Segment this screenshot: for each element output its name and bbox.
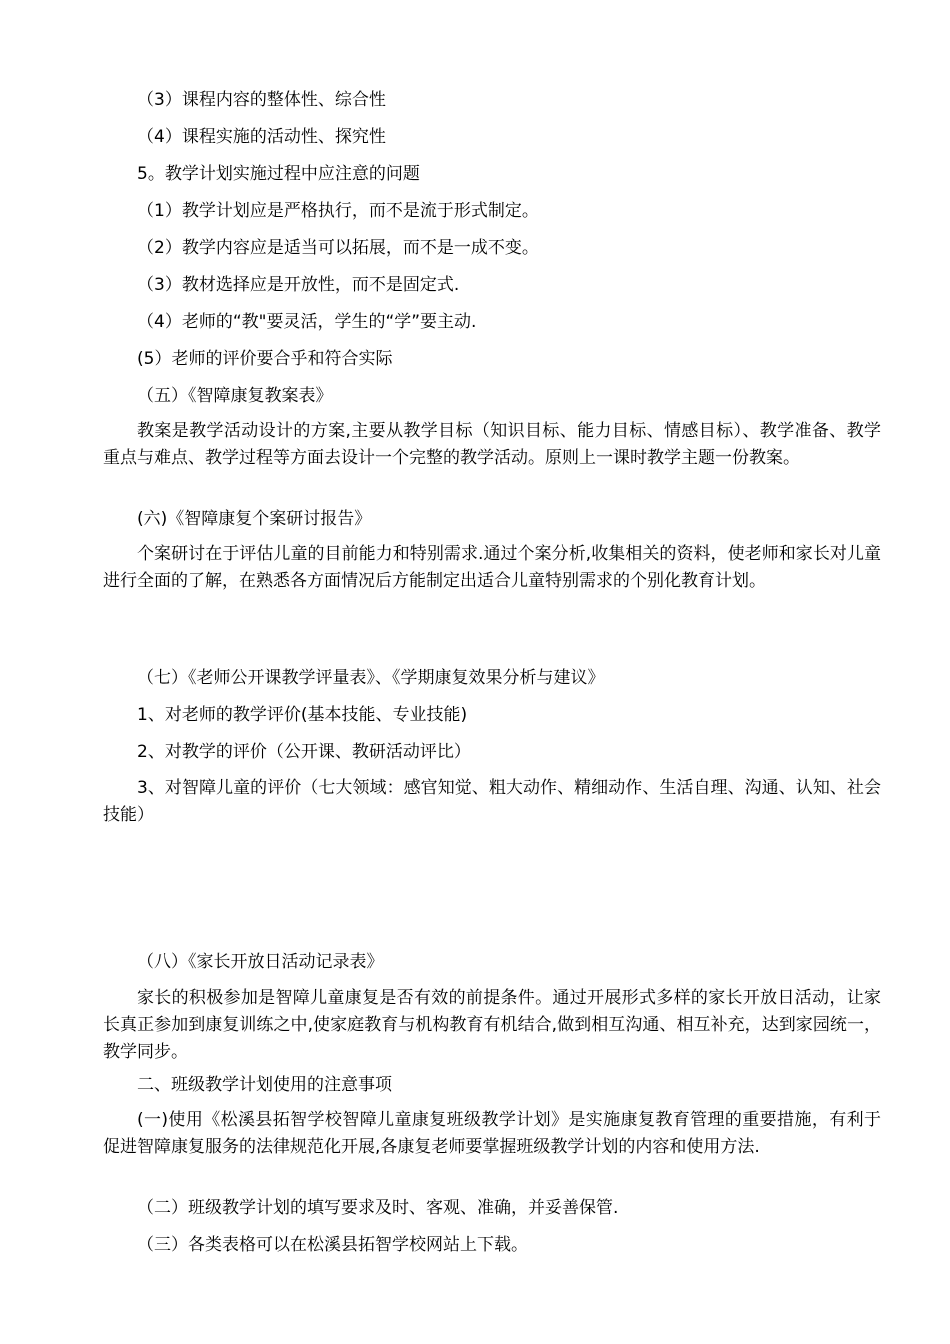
list-item: （3）课程内容的整体性、综合性 (137, 90, 386, 110)
section-heading: （五）《智障康复教案表》 (137, 386, 333, 406)
section-heading: （七）《老师公开课教学评量表》、《学期康复效果分析与建议》 (137, 668, 605, 688)
list-item: （二）班级教学计划的填写要求及时、客观、准确，并妥善保管. (137, 1198, 619, 1218)
list-item: （3）教材选择应是开放性，而不是固定式. (137, 275, 460, 295)
paragraph: 个案研讨在于评估儿童的目前能力和特别需求.通过个案分析,收集相关的资料，使老师和家长对儿童进行全面的了解，在熟悉各方面情况后方能制定出适合儿童特别需求的个别化教育计划。 (103, 544, 881, 591)
list-item: (5）老师的评价要合乎和符合实际 (137, 349, 393, 369)
section-heading: （八）《家长开放日活动记录表》 (137, 952, 384, 972)
paragraph: (一)使用《松溪县拓智学校智障儿童康复班级教学计划》是实施康复教育管理的重要措施，有利于促进智障康复服务的法律规范化开展,各康复老师要掌握班级教学计划的内容和使用方法. (103, 1110, 881, 1157)
list-item: （三）各类表格可以在松溪县拓智学校网站上下载。 (137, 1235, 528, 1255)
list-item: 3、对智障儿童的评价（七大领域：感官知觉、粗大动作、精细动作、生活自理、沟通、认知、社会技能） (103, 778, 881, 825)
list-item: 1、对老师的教学评价(基本技能、专业技能) (137, 705, 468, 725)
list-item: （4）老师的“教"要灵活，学生的“学”要主动. (137, 312, 477, 332)
list-item: （2）教学内容应是适当可以拓展，而不是一成不变。 (137, 238, 539, 258)
paragraph: 教案是教学活动设计的方案,主要从教学目标（知识目标、能力目标、情感目标）、教学准备、教学重点与难点、教学过程等方面去设计一个完整的教学活动。原则上一课时教学主题一份教案。 (103, 421, 881, 468)
section-heading: 二、班级教学计划使用的注意事项 (137, 1075, 392, 1095)
list-item: （1）教学计划应是严格执行，而不是流于形式制定。 (137, 201, 539, 221)
section-heading: (六)《智障康复个案研讨报告》 (137, 509, 372, 529)
list-item: （4）课程实施的活动性、探究性 (137, 127, 386, 147)
paragraph: 家长的积极参加是智障儿童康复是否有效的前提条件。通过开展形式多样的家长开放日活动，让家长真正参加到康复训练之中,使家庭教育与机构教育有机结合,做到相互沟通、相互补充，达到家园统一，教学同步。 (103, 988, 881, 1062)
list-item: 2、对教学的评价（公开课、教研活动评比） (137, 742, 471, 762)
section-heading: 5。教学计划实施过程中应注意的问题 (137, 164, 420, 184)
